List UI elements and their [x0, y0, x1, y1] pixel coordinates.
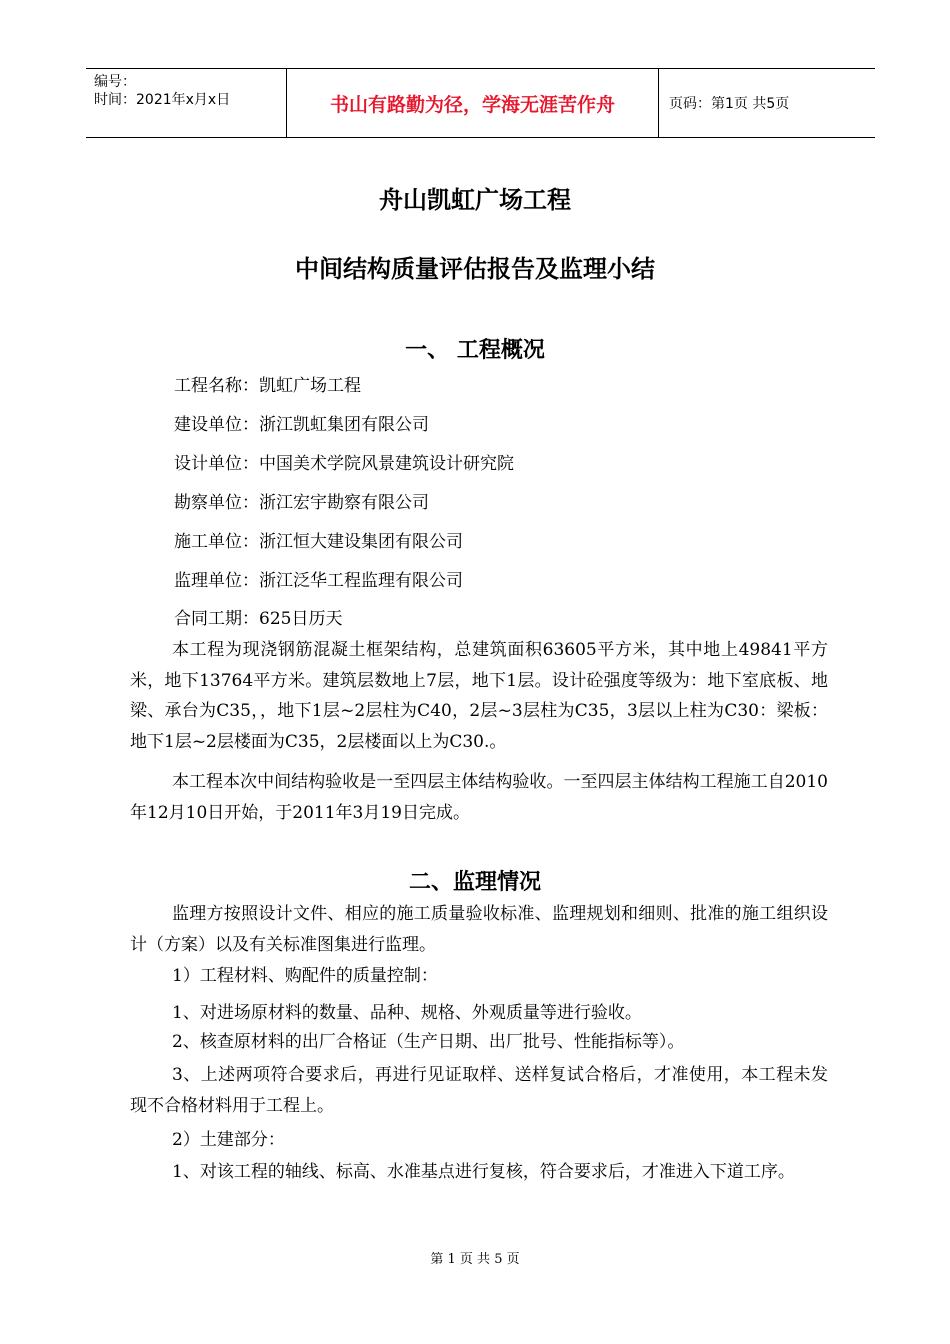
section-heading-supervision: 二、监理情况: [408, 870, 541, 895]
supervision-item-materials: 1）工程材料、购配件的质量控制：: [172, 966, 438, 986]
overview-paragraph-acceptance: 本工程本次中间结构验收是一至四层主体结构验收。一至四层主体结构工程施工自2010年12月10日开始，于2011年3月19日完成。: [130, 772, 828, 823]
info-contractor: 施工单位：浙江恒大建设集团有限公司: [174, 532, 463, 552]
supervision-item-civil: 2）土建部分：: [172, 1130, 285, 1150]
supervision-item-materials-2: 2、核查原材料的出厂合格证（生产日期、出厂批号、性能指标等）。: [172, 1032, 685, 1052]
info-contract-period: 合同工期：625日历天: [174, 609, 343, 629]
code-label: 编号：: [94, 74, 136, 90]
header-meta: [86, 69, 286, 137]
supervision-item-civil-1: 1、对该工程的轴线、标高、水准基点进行复核，符合要求后，才准进入下道工序。: [172, 1162, 795, 1182]
page-footer: 第 1 页 共 5 页: [430, 1252, 520, 1267]
time-label: 时间：2021年x月x日: [94, 92, 231, 108]
overview-paragraph-structure: 本工程为现浇钢筋混凝土框架结构，总建筑面积63605平方米，其中地上49841平方米，地下13764平方米。建筑层数地上7层，地下1层。设计砼强度等级为：地下室底板、地梁、承台为C35，，地下1层~2层柱为C40，2层~3层柱为C35，3层以上柱为C30：梁板：地下1层~2层楼面为C35，2层楼面以上为C30.。: [130, 640, 828, 752]
document-subtitle: 中间结构质量评估报告及监理小结: [295, 255, 655, 283]
supervision-item-materials-1: 1、对进场原材料的数量、品种、规格、外观质量等进行验收。: [172, 1003, 642, 1023]
header-motto: 书山有路勤为径，学海无涯苦作舟: [286, 69, 659, 137]
section-heading-overview: 一、 工程概况: [405, 338, 545, 363]
info-supervisor: 监理单位：浙江泛华工程监理有限公司: [174, 571, 463, 591]
header-page-label: 页码：第1页 共5页: [669, 96, 790, 112]
info-surveyor: 勘察单位：浙江宏宇勘察有限公司: [174, 493, 429, 513]
supervision-item-materials-3: 3、上述两项符合要求后，再进行见证取样、送样复试合格后，才准使用，本工程未发现不合格材料用于工程上。: [130, 1065, 828, 1116]
supervision-paragraph-basis: 监理方按照设计文件、相应的施工质量验收标准、监理规划和细则、批准的施工组织设计（方案）以及有关标准图集进行监理。: [130, 904, 828, 955]
document-title: 舟山凯虹广场工程: [379, 186, 571, 214]
info-owner: 建设单位：浙江凯虹集团有限公司: [174, 415, 429, 435]
page-header: [86, 68, 875, 138]
info-designer: 设计单位：中国美术学院风景建筑设计研究院: [174, 454, 514, 474]
info-project-name: 工程名称：凯虹广场工程: [174, 376, 361, 396]
